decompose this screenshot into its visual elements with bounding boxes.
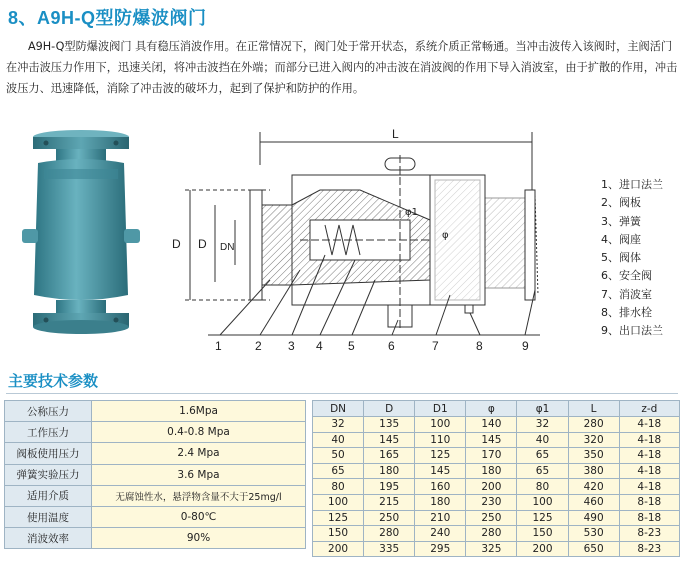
column-header: D1	[415, 401, 466, 417]
table-row	[313, 463, 680, 479]
table-cell: 200	[517, 541, 568, 557]
table-cell: 200	[466, 479, 517, 495]
column-header: L	[568, 401, 619, 417]
table-row	[313, 526, 680, 542]
table-cell: 335	[364, 541, 415, 557]
dim-DN: DN	[220, 242, 235, 253]
part-item: 2、阀板	[601, 196, 641, 210]
table-cell: 4-18	[619, 432, 679, 448]
column-header: DN	[313, 401, 364, 417]
part-item: 6、安全阀	[601, 269, 652, 283]
section-title: 主要技术参数	[8, 372, 99, 390]
param-label: 工作压力	[5, 422, 92, 443]
table-cell: 180	[364, 463, 415, 479]
table-cell: 50	[313, 448, 364, 464]
table-cell: 200	[313, 541, 364, 557]
table-row	[5, 464, 306, 485]
column-header: D	[364, 401, 415, 417]
table-cell: 100	[415, 417, 466, 433]
part-item: 4、阀座	[601, 232, 641, 246]
table-row	[313, 448, 680, 464]
table-row	[313, 510, 680, 526]
table-cell: 150	[517, 526, 568, 542]
page-title: 8、A9H-Q型防爆波阀门	[8, 8, 207, 28]
param-label: 消波效率	[5, 528, 92, 549]
callout-2: 2	[255, 339, 262, 353]
table-cell: 350	[568, 448, 619, 464]
dim-L: L	[392, 127, 399, 141]
table-cell: 530	[568, 526, 619, 542]
dimensions-table	[312, 400, 680, 557]
part-item: 8、排水栓	[601, 306, 652, 320]
description	[6, 36, 678, 99]
table-cell: 100	[313, 494, 364, 510]
table-row	[5, 443, 306, 464]
callout-1: 1	[215, 339, 222, 353]
callout-3: 3	[288, 339, 295, 353]
table-row	[5, 506, 306, 527]
table-row	[5, 422, 306, 443]
table-cell: 140	[466, 417, 517, 433]
table-cell: 8-23	[619, 541, 679, 557]
table-cell: 40	[313, 432, 364, 448]
table-header-row	[313, 401, 680, 417]
table-cell: 32	[517, 417, 568, 433]
callout-9: 9	[522, 339, 529, 353]
part-item: 9、出口法兰	[601, 324, 663, 338]
callout-8: 8	[476, 339, 483, 353]
table-cell: 8-23	[619, 526, 679, 542]
param-value: 0-80℃	[92, 506, 306, 527]
valve-photo	[16, 125, 146, 350]
table-row	[313, 494, 680, 510]
table-cell: 80	[313, 479, 364, 495]
table-cell: 125	[415, 448, 466, 464]
description-text: A9H-Q型防爆波阀门 具有稳压消波作用。在正常情况下，阀门处于常开状态，系统介质正常畅通。当冲击波传入该阀时，主阀活门在冲击波压力作用下，迅速关闭，将冲击波挡在外端；而部分已进入阀内的冲击波在消波阀的作用下导入消波室，由于扩散的作用，冲击波压力、迅速降低，消除了冲击波的破坏力，起到了保护和防护的作用。	[6, 40, 678, 95]
table-cell: 40	[517, 432, 568, 448]
table-cell: 4-18	[619, 463, 679, 479]
param-label: 适用介质	[5, 485, 92, 506]
table-cell: 460	[568, 494, 619, 510]
param-label: 公称压力	[5, 401, 92, 422]
table-cell: 280	[568, 417, 619, 433]
table-cell: 100	[517, 494, 568, 510]
dim-D2: D	[198, 237, 207, 251]
table-cell: 150	[313, 526, 364, 542]
table-cell: 280	[466, 526, 517, 542]
dim-D: D	[172, 237, 181, 251]
table-cell: 65	[517, 463, 568, 479]
table-cell: 8-18	[619, 494, 679, 510]
table-cell: 250	[364, 510, 415, 526]
table-cell: 145	[415, 463, 466, 479]
table-cell: 145	[364, 432, 415, 448]
divider	[6, 393, 678, 394]
table-cell: 230	[466, 494, 517, 510]
table-cell: 170	[466, 448, 517, 464]
params-table	[4, 400, 306, 549]
table-cell: 125	[517, 510, 568, 526]
table-cell: 65	[313, 463, 364, 479]
table-row	[5, 528, 306, 549]
column-header: z-d	[619, 401, 679, 417]
param-value: 0.4-0.8 Mpa	[92, 422, 306, 443]
table-cell: 650	[568, 541, 619, 557]
table-cell: 4-18	[619, 417, 679, 433]
column-header: φ1	[517, 401, 568, 417]
table-cell: 4-18	[619, 448, 679, 464]
part-item: 3、弹簧	[601, 214, 641, 228]
table-cell: 125	[313, 510, 364, 526]
param-label: 弹簧实验压力	[5, 464, 92, 485]
part-item: 1、进口法兰	[601, 178, 663, 191]
table-cell: 80	[517, 479, 568, 495]
table-cell: 325	[466, 541, 517, 557]
table-cell: 180	[415, 494, 466, 510]
table-cell: 210	[415, 510, 466, 526]
table-cell: 65	[517, 448, 568, 464]
table-cell: 490	[568, 510, 619, 526]
table-cell: 215	[364, 494, 415, 510]
table-row	[5, 401, 306, 422]
param-value: 90%	[92, 528, 306, 549]
part-item: 5、阀体	[601, 251, 641, 265]
part-item: 7、消波室	[601, 287, 652, 301]
table-cell: 420	[568, 479, 619, 495]
table-row	[313, 432, 680, 448]
table-cell: 320	[568, 432, 619, 448]
param-value: 无腐蚀性水，悬浮物含量不大于25mg/l	[92, 485, 306, 506]
table-cell: 180	[466, 463, 517, 479]
parts-legend	[601, 176, 663, 341]
table-cell: 380	[568, 463, 619, 479]
table-cell: 195	[364, 479, 415, 495]
table-cell: 160	[415, 479, 466, 495]
table-cell: 8-18	[619, 510, 679, 526]
param-label: 使用温度	[5, 506, 92, 527]
table-cell: 135	[364, 417, 415, 433]
table-cell: 110	[415, 432, 466, 448]
table-cell: 250	[466, 510, 517, 526]
param-label: 阀板使用压力	[5, 443, 92, 464]
dim-phi1: φ1	[405, 207, 418, 218]
table-cell: 165	[364, 448, 415, 464]
table-row	[313, 541, 680, 557]
callout-6: 6	[388, 339, 395, 353]
table-row	[313, 479, 680, 495]
param-value: 2.4 Mpa	[92, 443, 306, 464]
table-cell: 240	[415, 526, 466, 542]
table-cell: 295	[415, 541, 466, 557]
table-cell: 32	[313, 417, 364, 433]
table-row	[313, 417, 680, 433]
table-cell: 280	[364, 526, 415, 542]
callout-5: 5	[348, 339, 355, 353]
table-cell: 145	[466, 432, 517, 448]
param-value: 3.6 Mpa	[92, 464, 306, 485]
table-cell: 4-18	[619, 479, 679, 495]
dim-phi: φ	[442, 230, 449, 241]
param-value: 1.6Mpa	[92, 401, 306, 422]
callout-4: 4	[316, 339, 323, 353]
callout-7: 7	[432, 339, 439, 353]
column-header: φ	[466, 401, 517, 417]
table-row	[5, 485, 306, 506]
